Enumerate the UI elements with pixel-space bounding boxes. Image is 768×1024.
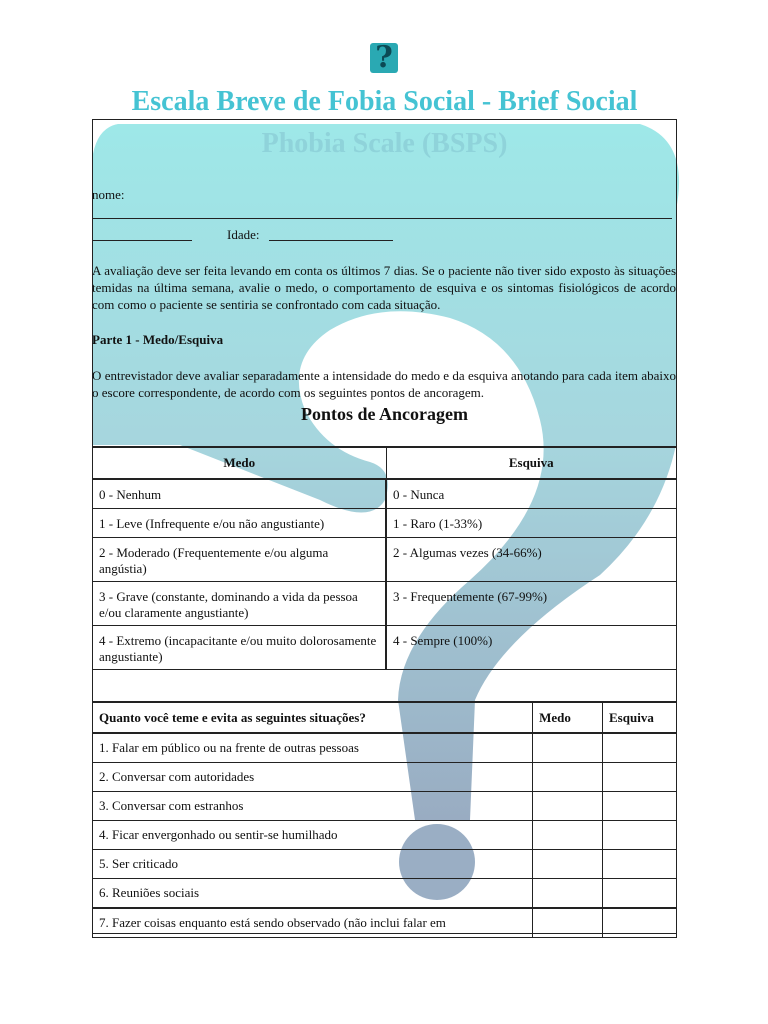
situations-question-header: Quanto você teme e evita as seguintes situações? — [93, 703, 533, 734]
avoidance-score-cell[interactable] — [603, 733, 677, 763]
table-header-row — [93, 703, 677, 734]
name-label: nome: — [92, 187, 125, 202]
fear-score-cell[interactable] — [533, 850, 603, 879]
table-row — [93, 792, 677, 821]
fear-column-header: Medo — [93, 447, 387, 479]
situation-label: 4. Ficar envergonhado ou sentir-se humilhado — [93, 821, 533, 850]
fear-score-cell[interactable] — [533, 821, 603, 850]
fear-score-cell[interactable] — [533, 879, 603, 909]
situation-label: 6. Reuniões sociais — [93, 879, 533, 909]
name-field-line[interactable] — [92, 218, 672, 219]
table-row — [93, 733, 677, 763]
part1-instructions: O entrevistador deve avaliar separadamente a intensidade do medo e da esquiva anotando para cada item abaixo o escore correspondente, de acordo com os seguintes pontos de ancoragem. — [92, 368, 676, 400]
avoidance-anchor-cell: 3 - Frequentemente (67-99%) — [386, 581, 677, 625]
name-field-line-continued[interactable] — [92, 240, 192, 241]
avoidance-anchor-cell: 1 - Raro (1-33%) — [386, 508, 677, 537]
situation-label: 1. Falar em público ou na frente de outras pessoas — [93, 733, 533, 763]
age-label: Idade: — [227, 227, 260, 242]
avoidance-score-cell[interactable] — [603, 879, 677, 909]
situation-label: 5. Ser criticado — [93, 850, 533, 879]
fear-score-header: Medo — [533, 703, 603, 734]
fear-anchor-cell: 4 - Extremo (incapacitante e/ou muito dolorosamente angustiante) — [93, 625, 387, 669]
intro-paragraph: A avaliação deve ser feita levando em conta os últimos 7 dias. Se o paciente não tiver sido exposto às situações temidas na última semana, avalie o medo, o comportamento de esquiva e os sintomas fisiológicos de acordo com como o paciente se sentiria se confrontado com cada situação. — [92, 263, 676, 312]
table-row — [93, 850, 677, 879]
avoidance-anchor-cell: 4 - Sempre (100%) — [386, 625, 677, 669]
avoidance-score-cell[interactable] — [603, 908, 677, 938]
table-row — [93, 581, 677, 625]
anchor-points-title: Pontos de Ancoragem — [301, 404, 468, 424]
logo-question-icon — [370, 40, 398, 75]
avoidance-score-cell[interactable] — [603, 821, 677, 850]
fear-anchor-cell: 2 - Moderado (Frequentemente e/ou alguma angústia) — [93, 537, 387, 581]
part1-heading: Parte 1 - Medo/Esquiva — [92, 332, 224, 347]
anchor-points-table — [92, 446, 677, 670]
table-row — [93, 763, 677, 792]
situation-label: 2. Conversar com autoridades — [93, 763, 533, 792]
avoidance-score-cell[interactable] — [603, 763, 677, 792]
situation-label: 7. Fazer coisas enquanto está sendo observado (não inclui falar em — [93, 908, 533, 938]
table-row — [93, 879, 677, 909]
fear-score-cell[interactable] — [533, 908, 603, 938]
avoidance-column-header: Esquiva — [386, 447, 677, 479]
table-row — [93, 537, 677, 581]
fear-anchor-cell: 1 - Leve (Infrequente e/ou não angustiante) — [93, 508, 387, 537]
table-row — [93, 479, 677, 508]
avoidance-anchor-cell: 0 - Nunca — [386, 479, 677, 508]
avoidance-score-header: Esquiva — [603, 703, 677, 734]
table-header-row — [93, 447, 677, 479]
fear-score-cell[interactable] — [533, 763, 603, 792]
fear-anchor-cell: 0 - Nenhum — [93, 479, 387, 508]
fear-score-cell[interactable] — [533, 733, 603, 763]
situations-table — [92, 702, 677, 938]
table-row — [93, 508, 677, 537]
table-row — [93, 908, 677, 938]
avoidance-score-cell[interactable] — [603, 850, 677, 879]
table-row — [93, 625, 677, 669]
situation-label: 3. Conversar com estranhos — [93, 792, 533, 821]
logo-glyph: ? — [375, 40, 393, 75]
avoidance-anchor-cell: 2 - Algumas vezes (34-66%) — [386, 537, 677, 581]
fear-score-cell[interactable] — [533, 792, 603, 821]
avoidance-score-cell[interactable] — [603, 792, 677, 821]
table-row — [93, 821, 677, 850]
page-title: Escala Breve de Fobia Social - Brief Social — [131, 86, 638, 117]
fear-anchor-cell: 3 - Grave (constante, dominando a vida da pessoa e/ou claramente angustiante) — [93, 581, 387, 625]
age-field-line[interactable] — [269, 240, 393, 241]
page-title-continued: Phobia Scale (BSPS) — [261, 128, 508, 159]
